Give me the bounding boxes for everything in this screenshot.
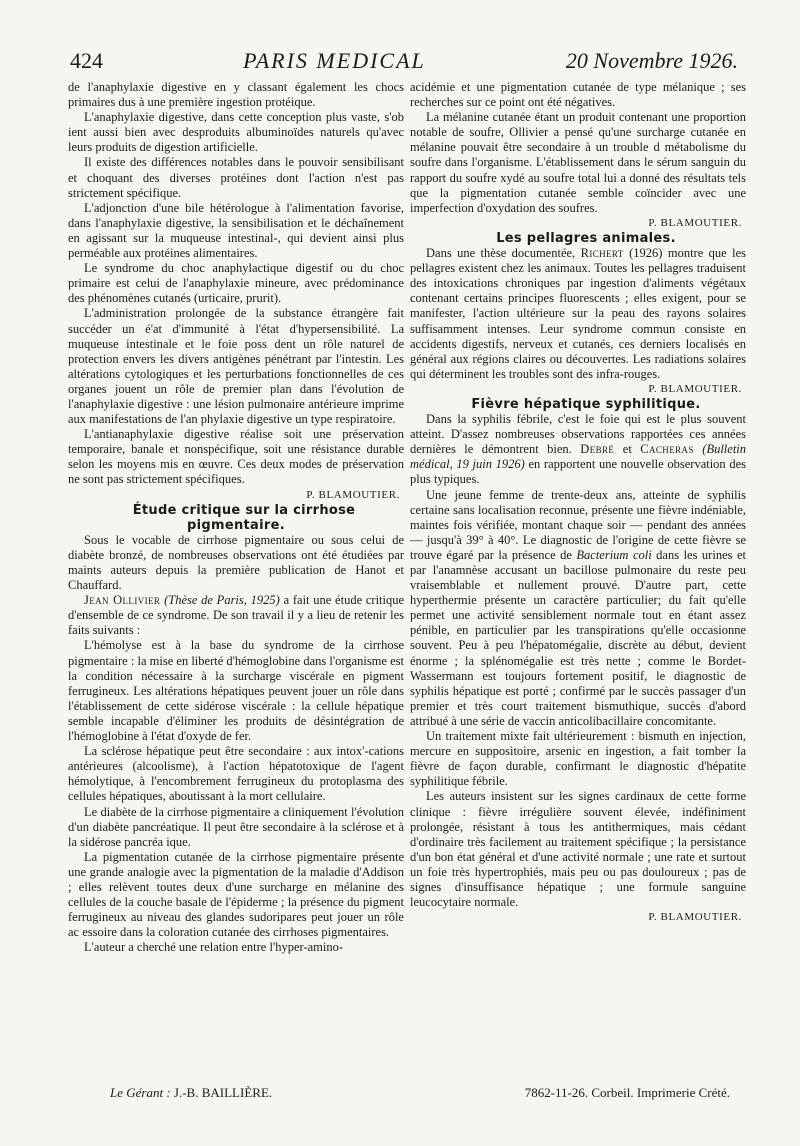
paragraph: de l'anaphylaxie digestive en y classant également les chocs primaires dus à une première ingestion protéique. <box>68 80 404 110</box>
issue-date: 20 Novembre 1926. <box>565 48 738 73</box>
running-head <box>70 48 738 76</box>
paragraph: La mélanine cutanée étant un produit contenant une proportion notable de soufre, Ollivier a pensé qu'une surcharge cutanée en mélanine pouvait être secondaire à un trouble d métabolisme du soufre dans l'organisme. L'établissement dans le sérum sanguin du rapport du soufre xydé au soufre total lui a donné des résultats tels que la pigmentation cutanée semble coïncider avec une imperfection d'oxydation des soufres. <box>410 110 746 215</box>
gerant-name: J.-B. BAILLIÈRE. <box>173 1085 273 1100</box>
citation: (Thèse de Paris, 1925) <box>164 593 280 608</box>
gerant-line <box>110 1085 272 1101</box>
cited-author: Cacheras <box>640 442 694 457</box>
paragraph: L'antianaphylaxie digestive réalise soit une préservation temporaire, banale et nonspécifique, soit une résistance durable selon les moyens mis en œuvre. Ces deux modes de préservation ne sont pas strictement spécifiques. <box>68 427 404 487</box>
page-footer <box>110 1085 730 1101</box>
italic-term: Bacterium coli <box>576 547 652 562</box>
paragraph-text: a fait une étude critique d'ensemble de ce syndrome. De son travail il y a lieu de retenir les faits suivants : <box>68 593 405 638</box>
printer-line: 7862-11-26. Corbeil. Imprimerie Crété. <box>524 1085 730 1100</box>
paragraph: L'hémolyse est à la base du syndrome de la cirrhose pigmentaire : la mise en liberté d'hémoglobine dans l'organisme est la condition nécessaire à la surcharge viscérale en pigment ferrugineux. Les altérations hépatiques peuvent jouer un rôle dans l'établissement de cette sidérose viscérale : la cellule hépatique semble incapable d'éliminer les produits de désintégration de l'hémoglobine à l'état d'oxyde de fer. <box>68 638 404 744</box>
author-signature: P. BLAMOUTIER. <box>648 216 742 229</box>
paragraph-text: en rapportent une nouvelle observation des plus typiques. <box>410 457 747 487</box>
left-column <box>68 80 404 955</box>
author-signature: P. BLAMOUTIER. <box>648 911 742 924</box>
author-signature: P. BLAMOUTIER. <box>306 488 400 501</box>
section-heading: Les pellagres animales. <box>496 230 676 246</box>
paragraph-text: Une jeune femme de trente-deux ans, atteinte de syphilis certaine sans localisation reconnue, présente une fièvre indéniable, maintes fois vérifiée, montant chaque soir — pendant des années — jusqu'à 39° à 40°. Le diagnostic de l'origine de cette fièvre se trouve égaré par la présence de <box>410 487 746 562</box>
paragraph-text: et <box>622 442 632 457</box>
paragraph-text: Dans une thèse documentée, <box>426 246 576 261</box>
paragraph: L'administration prolongée de la substance étrangère fait succéder un é'at d'immunité à l'état d'hypersensibilité. La muqueuse intestinale et le foie poss dent un rôle naturel de protection envers les divers antigènes pénétrant par l'intestin. Les altérations cytologiques et les perturbations fonctionnelles de ces organes jouent un rôle de premier plan dans l'évolution de l'anaphylaxie digestive : une lésion pulmonaire antérieure imprime aux manifestations de l'an phylaxie digestive un type respiratoire. <box>68 306 404 427</box>
page-number: 424 <box>70 48 103 73</box>
paragraph <box>410 488 746 730</box>
paragraph: La pigmentation cutanée de la cirrhose pigmentaire présente une grande analogie avec la pigmentation de la maladie d'Addison ; elles relèvent toutes deux d'une surcharge en mélanine des cellules de la couche basale de l'épiderme ; la présence du pigment ferrugineux au niveau des glandes sudoripares peut jouer un rôle ac essoire dans la coloration cutanée des cirrhoses pigmentaires. <box>68 849 404 940</box>
paragraph: Le syndrome du choc anaphylactique digestif ou du choc primaire est celui de l'anaphylaxie mineure, avec prédominance des phénomènes cutanés (urticaire, prurit). <box>68 261 404 306</box>
paragraph: Un traitement mixte fait ultérieurement : bismuth en injection, mercure en suppositoire, arsenic en ingestion, a fait tomber la fièvre de façon durable, confirmant le diagnostic d'hépatite syphilitique fébrile. <box>410 729 746 789</box>
paragraph: Le diabète de la cirrhose pigmentaire a cliniquement l'évolution d'un diabète pancréatique. Il peut être secondaire à la sclérose et à la sidérose pancréa ique. <box>68 804 404 849</box>
citation: (Bulletin médical, 19 juin 1926) <box>410 442 747 472</box>
paragraph: acidémie et une pigmentation cutanée de type mélanique ; ses recherches sur ce point ont été négatives. <box>410 80 746 110</box>
paragraph <box>410 412 746 487</box>
paragraph-text: Dans la syphilis fébrile, c'est le foie qui est le plus souvent atteint. D'assez nombreuses observations rapportées ces années dernières le démontrent bien. <box>410 412 746 457</box>
author-signature: P. BLAMOUTIER. <box>648 382 742 395</box>
paragraph <box>410 246 746 382</box>
paragraph: L'anaphylaxie digestive, dans cette conception plus vaste, s'ob ient aussi bien avec desproduits albuminoïdes naturels qu'avec leurs produits de digestion artificielle. <box>68 110 404 155</box>
section-heading: Fièvre hépatique syphilitique. <box>471 396 701 412</box>
paragraph-text: (1926) montre que les pellagres existent chez les animaux. Toutes les pellagres traduisent des intoxications chroniques par ingestion d'aliments végétaux contenant certains principes fluorescents ; elles exigent, pour se manifester, l'action ultérieure sur la peau des rayons solaires suffisamment intenses. Leur syndrome commun consiste en accidents digestifs, nerveux et cutanés, ces derniers localisés en général aux régions claires ou découvertes. Les radiations solaires qui déterminent les troubles sont des infra-rouges. <box>410 246 747 381</box>
paragraph <box>68 593 404 638</box>
cited-author: Jean Ollivier <box>84 593 161 608</box>
paragraph: La sclérose hépatique peut être secondaire : aux intox'-cations antérieures (alcoolisme), à l'action hépatotoxique de l'agent hémolytique, à l'encombrement ferrugineux du protoplasma des cellules hépatiques, aboutissant à la mort cellulaire. <box>68 744 404 804</box>
gerant-label: Le Gérant : <box>110 1085 171 1100</box>
section-heading: Étude critique sur la cirrhose pigmentaire. <box>132 502 356 533</box>
paragraph: L'auteur a cherché une relation entre l'hyper-amino- <box>84 940 343 955</box>
cited-author: Richert <box>580 246 624 261</box>
journal-title: PARIS MEDICAL <box>243 48 426 73</box>
paragraph-text: dans les urines et par l'anamnèse accusant un bacillose pulmonaire du reste peu vraisemblable et nullement prouvé. D'autre part, cette hyperthermie présente un caractère particulier; du fait qu'elle permet une activité sensiblement normale tout en étant assez pénible, en particulier par les transpirations qu'elle occasionne souvent. Peu à peu l'hépatomégalie, discrète au début, devient énorme ; la splénomégalie est très nette ; comme le Bordet-Wassermann est toujours fortement positif, le diagnostic de syphilis hépatique est porté ; confirmé par le succès passager d'un premier et très court traitement bismuthique, succès d'abord attribué à une série de vaccin anticolibacillaire concomitante. <box>410 547 746 728</box>
paragraph: Les auteurs insistent sur les signes cardinaux de cette forme clinique : fièvre irrégulière souvent élevée, indéfiniment prolongée, résistant à tous les antithermiques, mais cédant d'ordinaire très facilement au traitement spécifique ; la persistance d'un bon état général et d'une activité normale ; une rate et surtout un foie très hypertrophiés, mais peu ou pas douloureux ; pas de signes d'insuffisance hépatique ; une formule sanguine leucocytaire normale. <box>410 789 746 910</box>
cited-author: Debré <box>580 442 615 457</box>
paragraph: Il existe des différences notables dans le pouvoir sensibilisant et choquant des diverses protéines dont l'action n'est pas strictement spécifique. <box>68 155 404 200</box>
right-column <box>410 80 746 925</box>
paragraph: L'adjonction d'une bile hétérologue à l'alimentation favorise, dans l'anaphylaxie digestive, la sensibilisation et le déchaînement en agissant sur la muqueuse intestinal-, qui devient ainsi plus perméable aux protéines alimentaires. <box>68 200 404 261</box>
paragraph: Sous le vocable de cirrhose pigmentaire ou sous celui de diabète bronzé, de nombreuses observations ont été étudiées par maints auteurs depuis la première publication de Hanot et Chauffard. <box>68 532 404 593</box>
